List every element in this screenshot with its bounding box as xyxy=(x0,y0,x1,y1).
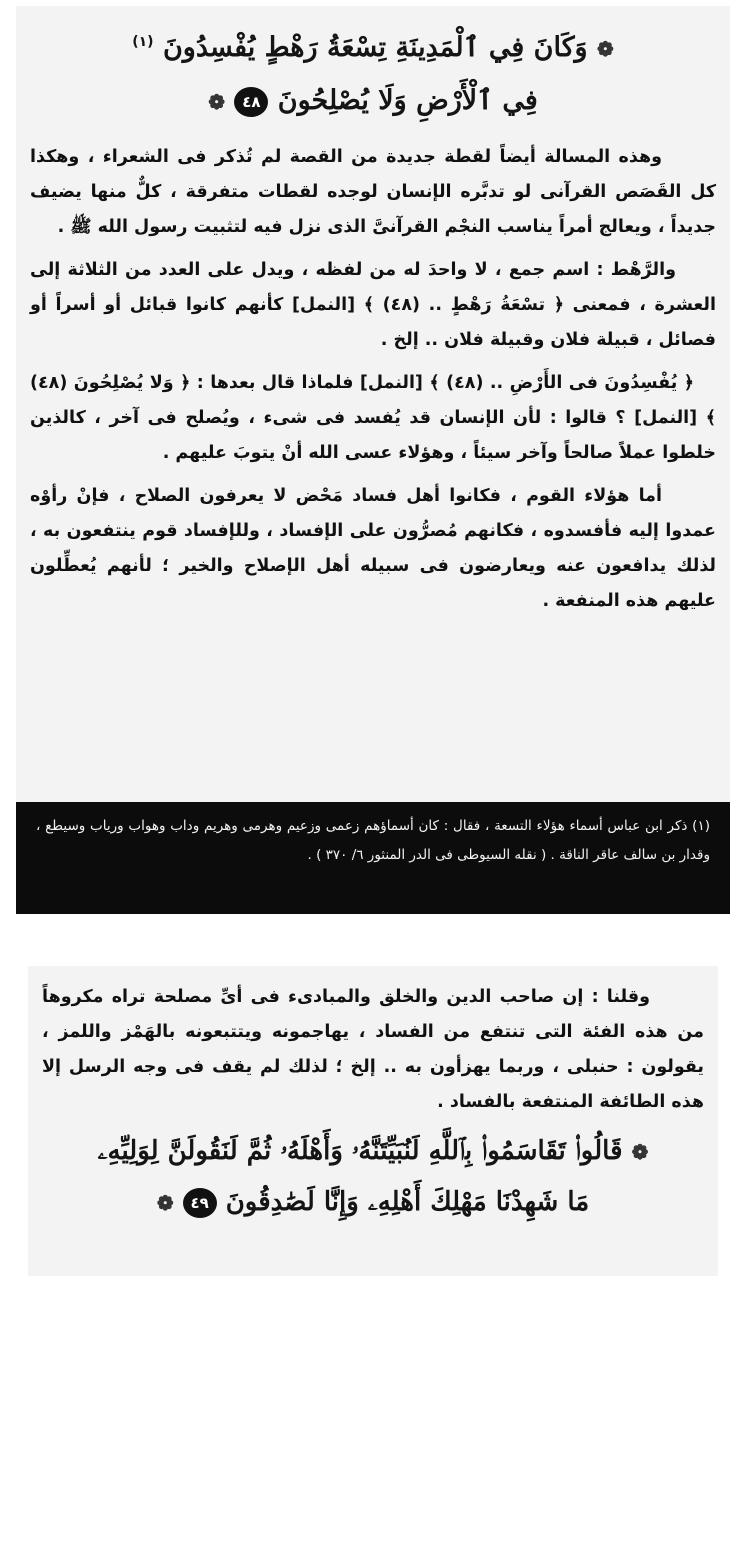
verse-number-badge: ٤٩ xyxy=(183,1188,217,1218)
verse-48-text-2: فِي ٱلْأَرْضِ وَلَا يُصْلِحُونَ xyxy=(277,85,538,116)
scanned-page-1 xyxy=(16,6,730,914)
paragraph-5: وقلنا : إن صاحب الدين والخلق والمبادىء فى أىِّ مصلحة تراه مكروهاً من هذه الفئة التى تنتفع من الفساد ، يهاجمونه ويتتبعونه بالهَمْز واللمز ، يقولون : حنبلى ، وربما يهزأون به .. إلخ ؛ لذلك لم يقف فى وجه الرسل إلا هذه الطائفة المنتفعة بالفساد . xyxy=(42,987,704,1112)
paragraph-4: أما هؤلاء القوم ، فكانوا أهل فساد مَحْض لا يعرفون الصلاح ، فإنْ رأوْه عمدوا إليه فأفسدوه ، فكانهم مُصرُّون على الإفساد ، وللإفساد قوم ينتفعون به ، لذلك يدافعون عنه ويعارضون فى سبيله أهل الإصلاح والخير ؛ لأنهم يُعطِّلون عليهم هذه المنفعة . xyxy=(30,486,716,611)
footnote-text: (١) ذكر ابن عباس أسماء هؤلاء التسعة ، فقال : كان أسماؤهم زعمى وزعيم وهرمى وهريم وداب وهواب ورياب وسيطع ، وقدار بن سالف عاقر الناقة . ( نقله السيوطى فى الدر المنثور ٦/ ٣٧٠ ) . xyxy=(36,818,710,863)
footnote-box xyxy=(16,802,730,914)
verse-48-text-1: وَكَانَ فِي ٱلْمَدِينَةِ تِسْعَةُ رَهْطٍ يُفْسِدُونَ xyxy=(162,32,588,63)
paragraph-2: والرَّهْط : اسم جمع ، لا واحدَ له من لفظه ، ويدل على العدد من الثلاثة إلى العشرة ، فمعنى ﴿ تسْعَةُ رَهْطٍ .. (٤٨) ﴾ [النمل] كأنهم كانوا قبائل أو أسراً أو فصائل ، قبيلة فلان وقبيلة فلان .. إلخ . xyxy=(30,260,716,350)
footnote-marker: (١) xyxy=(132,34,154,50)
verse-end-ornament-icon: ❁ xyxy=(156,1191,174,1215)
verse-start-ornament-icon: ❁ xyxy=(631,1140,649,1164)
verse-48-line-1 xyxy=(50,16,696,75)
verse-49-text-1: قَالُوا۟ تَقَاسَمُوا۟ بِٱللَّهِ لَنُبَيِّتَنَّهُۥ وَأَهْلَهُۥ ثُمَّ لَنَقُولَنَّ لِوَلِيِّهِۦ xyxy=(97,1136,623,1166)
verse-number-badge: ٤٨ xyxy=(234,87,268,117)
verse-start-ornament-icon: ❁ xyxy=(597,37,614,61)
scanned-page-2 xyxy=(28,966,718,1276)
verse-48-line-2 xyxy=(50,75,696,128)
verse-49 xyxy=(28,1120,718,1228)
paragraph-3: ﴿ يُفْسِدُونَ فى الأَرْضِ .. (٤٨) ﴾ [النمل] فلماذا قال بعدها : ﴿ وَلا يُصْلِحُونَ (٤٨) ﴾ [النمل] ؟ قالوا : لأن الإنسان قد يُفسد فى شىء ، ويُصلح فى آخر ، كالذين خلطوا عملاً صالحاً وآخر سيئاً ، وهؤلاء عسى الله أنْ يتوبَ عليهم . xyxy=(30,373,716,463)
verse-49-line-1 xyxy=(44,1126,702,1177)
paragraph-1: وهذه المسالة أيضاً لقطة جديدة من القصة لم تُذكر فى الشعراء ، وهكذا كل القَصَص القرآنى لو تدبَّره الإنسان لوجده لقطات متفرقة ، كلٌّ منها يضيف جديداً ، ويعالج أمراً يناسب النجْم القرآنىَّ الذى نزل فيه لتثبيت رسول الله ﷺ . xyxy=(30,147,716,237)
verse-48 xyxy=(50,16,696,128)
verse-49-line-2 xyxy=(44,1177,702,1228)
verse-49-text-2: مَا شَهِدْنَا مَهْلِكَ أَهْلِهِۦ وَإِنَّا لَصَٰدِقُونَ xyxy=(225,1187,590,1217)
verse-end-ornament-icon: ❁ xyxy=(208,90,225,114)
